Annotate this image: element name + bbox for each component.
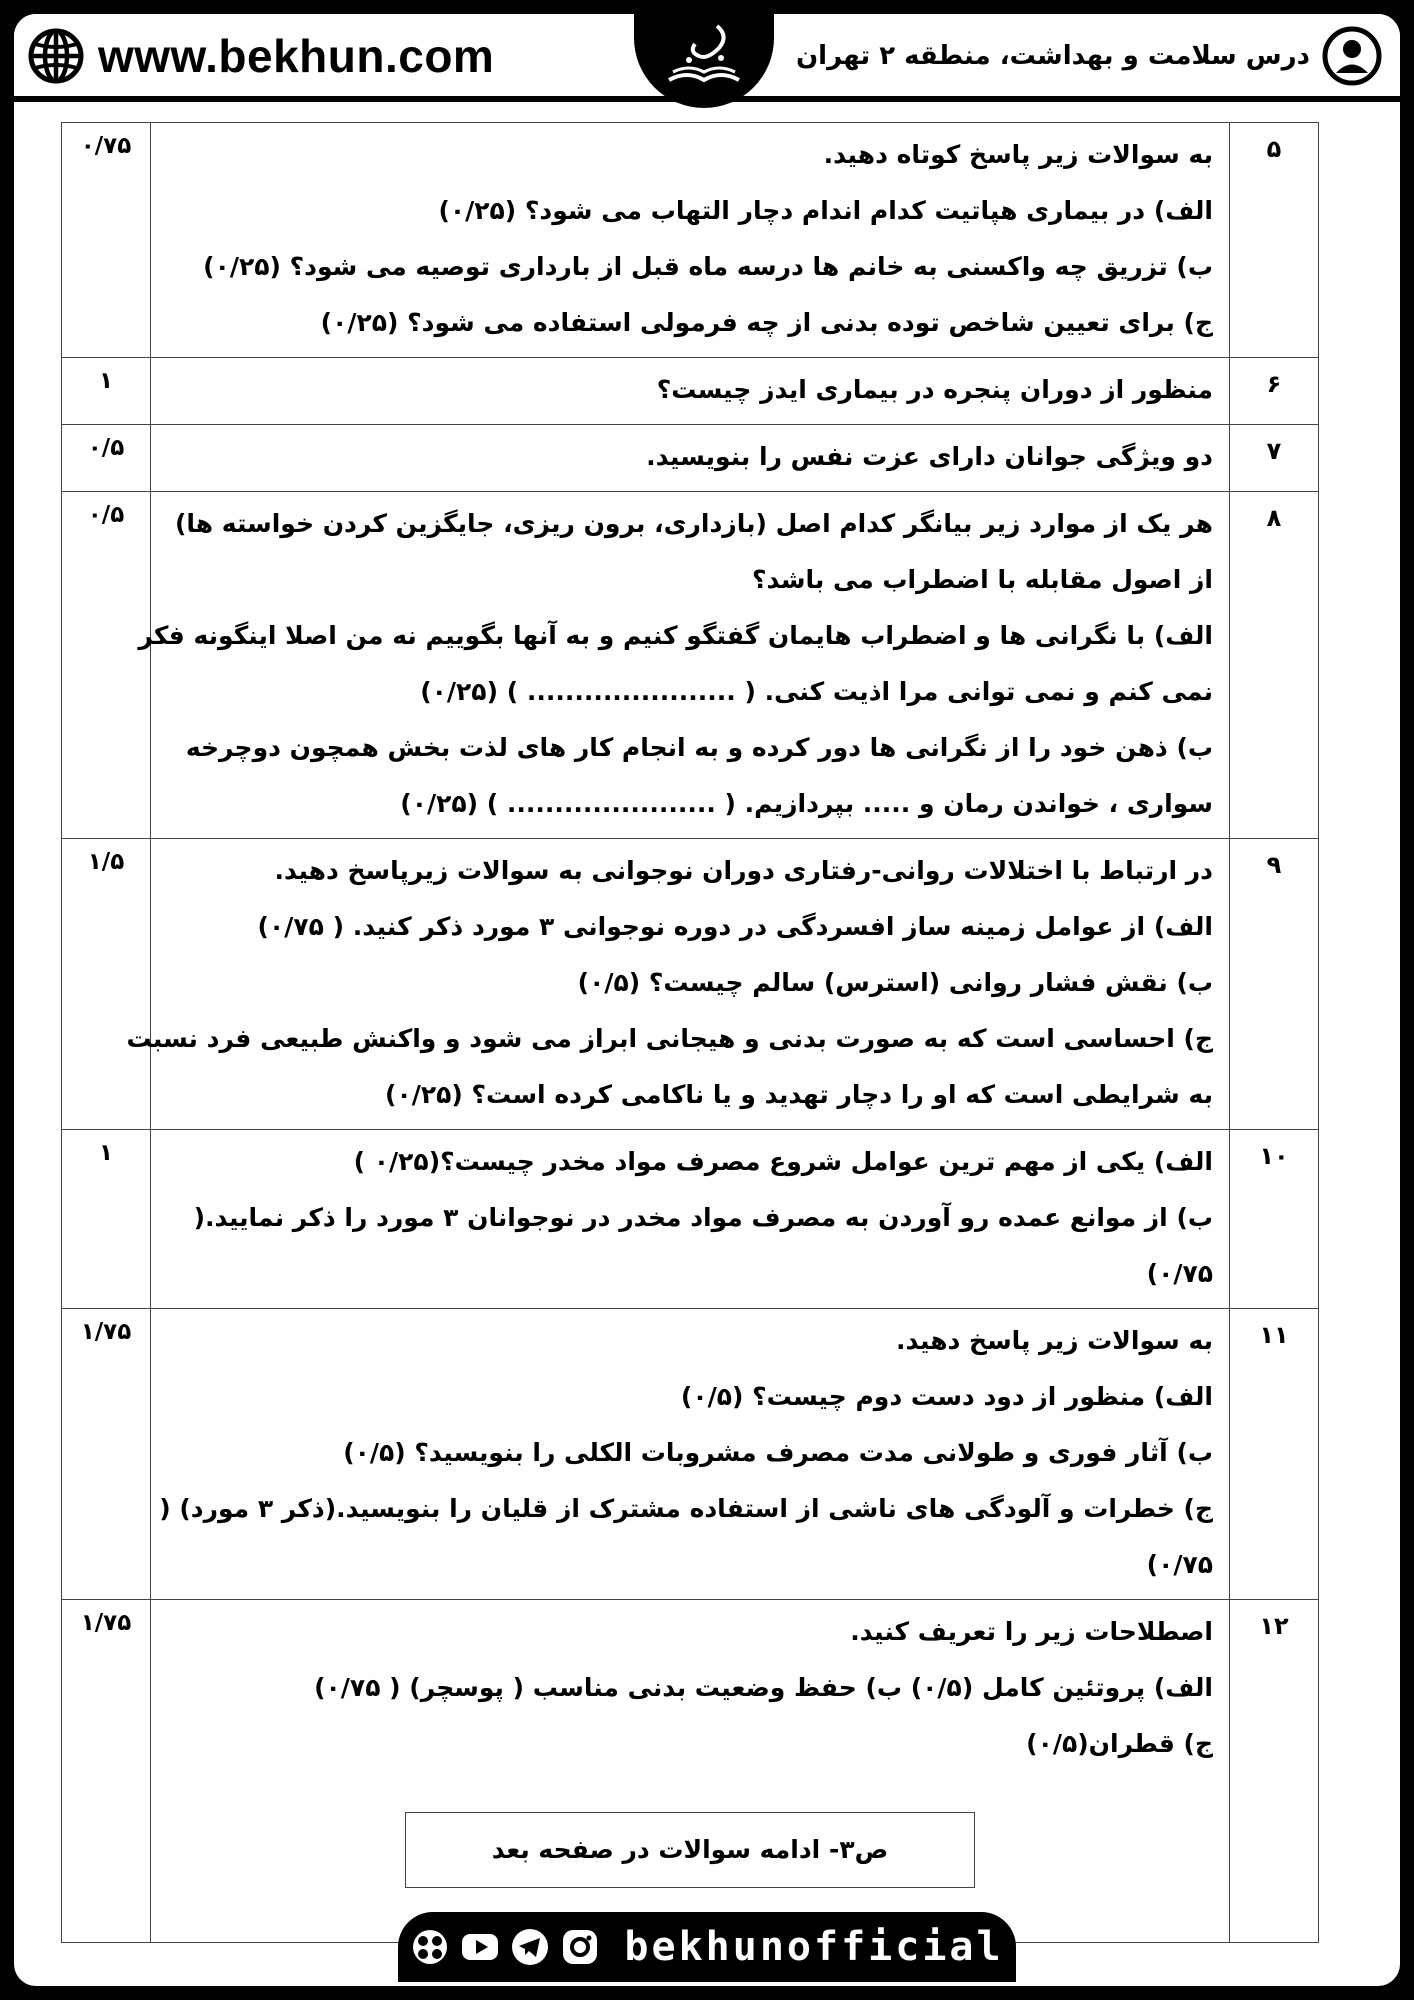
question-line: در ارتباط با اختلالات روانی-رفتاری دوران نوجوانی به سوالات زیرپاسخ دهید. bbox=[274, 856, 1213, 885]
question-line: ج) خطرات و آلودگی های ناشی از استفاده مشترک از قلیان را بنویسید.(ذکر ۳ مورد) ( bbox=[159, 1494, 1213, 1523]
question-line: الف) منظور از دود دست دوم چیست؟ (۰/۵) bbox=[680, 1382, 1213, 1411]
question-line: به سوالات زیر پاسخ کوتاه دهید. bbox=[823, 140, 1213, 169]
question-line: ب) آثار فوری و طولانی مدت مصرف مشروبات الکلی را بنویسید؟ (۰/۵) bbox=[343, 1438, 1213, 1467]
question-text bbox=[138, 492, 1230, 839]
exam-page bbox=[14, 14, 1400, 1986]
question-line: ۰/۷۵) bbox=[1146, 1550, 1213, 1579]
question-number: ۱۲ bbox=[1230, 1600, 1319, 1943]
course-info bbox=[796, 24, 1382, 88]
telegram-icon[interactable] bbox=[510, 1927, 550, 1967]
instagram-icon[interactable] bbox=[560, 1927, 600, 1967]
question-line: دو ویژگی جوانان دارای عزت نفس را بنویسید. bbox=[646, 442, 1213, 471]
question-text bbox=[151, 358, 1230, 425]
question-number: ۶ bbox=[1230, 358, 1319, 425]
question-line: الف) پروتئین کامل (۰/۵) ب) حفظ وضعیت بدنی مناسب ( پوسچر) ( ۰/۷۵) bbox=[314, 1673, 1213, 1702]
questions-table bbox=[61, 122, 1319, 1943]
question-text bbox=[151, 123, 1230, 358]
question-number: ۸ bbox=[1230, 492, 1319, 839]
book-logo-icon bbox=[659, 18, 749, 98]
question-line: الف) با نگرانی ها و اضطراب هایمان گفتگو کنیم و به آنها بگوییم نه من اصلا اینگونه فکر bbox=[138, 621, 1213, 650]
aparat-icon[interactable] bbox=[410, 1927, 450, 1967]
question-score: ۱/۷۵ bbox=[62, 1309, 151, 1600]
question-line: به سوالات زیر پاسخ دهید. bbox=[896, 1326, 1213, 1355]
question-number: ۷ bbox=[1230, 425, 1319, 492]
question-line: سواری ، خواندن رمان و ..... بپردازیم. ( ...................... ) (۰/۲۵) bbox=[400, 789, 1213, 818]
question-score: ۰/۷۵ bbox=[62, 123, 151, 358]
question-score: ۱ bbox=[62, 1130, 151, 1309]
question-line: ج) قطران(۰/۵) bbox=[1026, 1729, 1213, 1758]
question-line: اصطلاحات زیر را تعریف کنید. bbox=[850, 1617, 1213, 1646]
page-footer-note: ص۳- ادامه سوالات در صفحه بعد bbox=[405, 1812, 975, 1888]
question-row bbox=[62, 1130, 1319, 1309]
page-header bbox=[14, 14, 1400, 98]
question-line: نمی کنم و نمی توانی مرا اذیت کنی. ( ...................... ) (۰/۲۵) bbox=[420, 677, 1213, 706]
question-line: الف) از عوامل زمینه ساز افسردگی در دوره نوجوانی ۳ مورد ذکر کنید. ( ۰/۷۵) bbox=[257, 912, 1213, 941]
question-line: الف) در بیماری هپاتیت کدام اندام دچار التهاب می شود؟ (۰/۲۵) bbox=[438, 196, 1213, 225]
question-text bbox=[126, 839, 1230, 1130]
question-row bbox=[62, 425, 1319, 492]
question-text bbox=[151, 1309, 1230, 1600]
question-row bbox=[62, 358, 1319, 425]
question-line: ج) برای تعیین شاخص توده بدنی از چه فرمولی استفاده می شود؟ (۰/۲۵) bbox=[320, 308, 1213, 337]
question-row bbox=[62, 1600, 1319, 1943]
question-score: ۰/۵ bbox=[62, 425, 151, 492]
question-row bbox=[62, 123, 1319, 358]
question-text bbox=[151, 1130, 1230, 1309]
question-line: ب) ذهن خود را از نگرانی ها دور کرده و به انجام کار های لذت بخش همچون دوچرخه bbox=[185, 733, 1213, 762]
question-line: ب) از موانع عمده رو آوردن به مصرف مواد مخدر در نوجوانان ۳ مورد را ذکر نمایید.( bbox=[193, 1203, 1213, 1232]
question-line: ب) تزریق چه واکسنی به خانم ها درسه ماه قبل از بارداری توصیه می شود؟ (۰/۲۵) bbox=[203, 252, 1213, 281]
question-score: ۰/۵ bbox=[62, 492, 151, 839]
question-text bbox=[151, 425, 1230, 492]
question-line: الف) یکی از مهم ترین عوامل شروع مصرف مواد مخدر چیست؟(۰/۲۵ ) bbox=[353, 1147, 1213, 1176]
question-line: ب) نقش فشار روانی (استرس) سالم چیست؟ (۰/۵) bbox=[577, 968, 1213, 997]
question-row bbox=[62, 839, 1319, 1130]
question-text bbox=[151, 1600, 1230, 1943]
question-row bbox=[62, 492, 1319, 839]
question-line: منظور از دوران پنجره در بیماری ایدز چیست؟ bbox=[656, 375, 1213, 404]
question-number: ۹ bbox=[1230, 839, 1319, 1130]
social-handle[interactable]: bekhunofficial bbox=[624, 1924, 1004, 1970]
site-url: www.bekhun.com bbox=[98, 30, 495, 82]
question-number: ۱۱ bbox=[1230, 1309, 1319, 1600]
question-number: ۱۰ bbox=[1230, 1130, 1319, 1309]
user-avatar-icon bbox=[1322, 26, 1382, 86]
brand-logo bbox=[634, 14, 774, 108]
question-line: هر یک از موارد زیر بیانگر کدام اصل (بازداری، برون ریزی، جایگزین کردن خواسته ها) bbox=[174, 509, 1213, 538]
question-number: ۵ bbox=[1230, 123, 1319, 358]
website-link[interactable] bbox=[28, 26, 494, 86]
header-divider bbox=[14, 96, 1400, 102]
question-line: به شرایطی است که او را دچار تهدید و یا ناکامی کرده است؟ (۰/۲۵) bbox=[385, 1080, 1213, 1109]
question-score: ۱ bbox=[62, 358, 151, 425]
course-title: درس سلامت و بهداشت، منطقه ۲ تهران bbox=[795, 41, 1310, 71]
question-line: ۰/۷۵) bbox=[1146, 1259, 1213, 1288]
youtube-icon[interactable] bbox=[460, 1927, 500, 1967]
social-bar bbox=[398, 1912, 1016, 1982]
question-line: ج) احساسی است که به صورت بدنی و هیجانی ابراز می شود و واکنش طبیعی فرد نسبت bbox=[126, 1024, 1213, 1053]
globe-icon bbox=[28, 28, 84, 84]
question-row bbox=[62, 1309, 1319, 1600]
question-score: ۱/۷۵ bbox=[62, 1600, 151, 1943]
question-score: ۱/۵ bbox=[62, 839, 151, 1130]
question-line: از اصول مقابله با اضطراب می باشد؟ bbox=[751, 565, 1213, 594]
